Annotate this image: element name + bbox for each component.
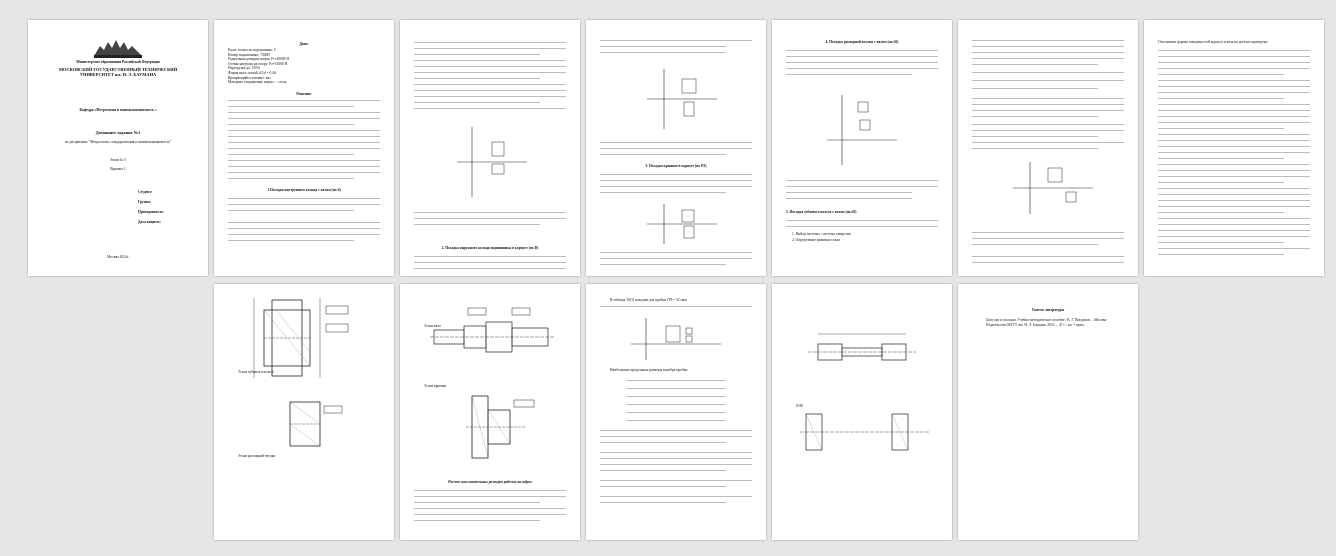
gauge-calc-heading: Расчет исполнительных размеров рабочих калибров	[448, 480, 532, 484]
page-5[interactable]	[772, 20, 952, 276]
page-4[interactable]	[586, 20, 766, 276]
city-year: Москва 2024г.	[107, 255, 129, 259]
gauge-intro: В таблице 10[1] находим для пробки IT9 = 52 мкм	[610, 298, 687, 302]
page-8[interactable]	[214, 284, 394, 540]
page-10[interactable]	[586, 284, 766, 540]
page-9[interactable]	[400, 284, 580, 540]
student-label: Студент:	[138, 190, 153, 194]
given-line: Вращающийся элемент: вал	[228, 75, 271, 80]
cap-sketch	[446, 390, 546, 464]
gear-sketch-caption: Эскиз зубчатого колеса	[238, 370, 274, 374]
page-2[interactable]	[214, 20, 394, 276]
reference-item: Допуски и посадки: Учебно-методическое пособие / К. Г. Пискунов. – Москва: Издательство МГТУ им. Н. Э. Баумана, 2021. – 47 с.: ил. + прил.	[986, 318, 1108, 327]
given-heading: Дано:	[299, 42, 309, 46]
dimension-label: Ø 80	[796, 404, 804, 408]
group-label: Группа:	[138, 200, 151, 204]
department-line: Кафедра «Метрология и взаимозаменяемость »	[79, 108, 157, 112]
note-item: 1. Выбор системы - система отверстия	[792, 232, 851, 236]
gauge-formula-heading: Наибольшие предельные размеры калибра-пробки	[610, 368, 688, 372]
teacher-label: Преподаватель:	[138, 210, 164, 214]
cap-sketch-caption: Эскиз крышки	[424, 384, 447, 388]
given-line: Перегрузка до: 150%	[228, 66, 261, 71]
given-line: Материал сопряжения: корпус – сталь	[228, 80, 287, 85]
tolerance-field-diagram	[822, 90, 902, 170]
date-label: Дата защиты:	[138, 220, 161, 224]
section-4-heading: 4. Посадка распорной втулки с валом (по d2)	[825, 40, 899, 44]
section-5-heading: 5. Посадка зубчатого колеса с валом (по d3)	[786, 210, 857, 214]
shaft-sketch-caption: Эскиз вала	[424, 324, 441, 328]
university-name: МОСКОВСКИЙ ГОСУДАРСТВЕННЫЙ ТЕХНИЧЕСКИЙ УНИВЕРСИТЕТ им. Н. Э. БАУМАНА	[58, 67, 178, 78]
shaft-sketch	[428, 306, 558, 366]
work-title: Домашнее задание №1	[95, 130, 141, 135]
page-12[interactable]	[958, 284, 1138, 540]
section-1-heading: 1.Посадка внутреннего кольца с валом (по d)	[267, 188, 341, 192]
given-line: Номер подшипника: 7306Н	[228, 52, 270, 57]
tolerance-field-diagram	[642, 64, 722, 134]
discipline-line: по дисциплине "Метрология, стандартизация и взаимозаменяемость"	[64, 140, 172, 144]
page-3[interactable]	[400, 20, 580, 276]
gauge-tolerance-diagram	[626, 314, 726, 364]
page-6[interactable]	[958, 20, 1138, 276]
tolerance-field-diagram	[642, 202, 722, 246]
gauge-ring-section	[796, 394, 936, 464]
variant-line: Вариант 1	[110, 167, 126, 171]
given-line: Класс точности подшипника: 5	[228, 48, 276, 52]
solution-heading: Решение:	[296, 92, 312, 96]
given-line: Осевая нагрузка на опору: Fa=15000 Н	[228, 61, 288, 66]
form-deviation-heading: Отклонение формы поверхностей корпуса и вала на деталях приведено	[1158, 40, 1268, 44]
gauge-plug-drawing	[788, 324, 938, 384]
gear-sketch	[244, 296, 374, 380]
given-list	[228, 48, 380, 85]
section-2-heading: 2. Посадка наружного кольца подшипника в корпусе (по D)	[441, 246, 539, 250]
tolerance-field-diagram	[1008, 158, 1098, 218]
section-3-heading: 3. Посадка крышки в корпусе (по D1)	[645, 164, 707, 168]
option-line: Эскиз № 5	[109, 158, 127, 162]
bushing-sketch	[270, 396, 350, 452]
page-cover[interactable]	[28, 20, 208, 276]
given-line: Радиальная реакция опоры: Fr=20000 Н	[228, 57, 289, 62]
university-logo	[92, 38, 144, 58]
page-11[interactable]	[772, 284, 952, 540]
given-line: Форма вала: полый, d1/d = 0,4d	[228, 70, 276, 75]
ministry-line: Министерство образования Российской Федерации	[76, 60, 160, 64]
page-7[interactable]	[1144, 20, 1324, 276]
bushing-sketch-caption: Эскиз распорной втулки	[238, 454, 276, 458]
tolerance-field-diagram	[452, 122, 532, 202]
note-item: 2. Определение значимого вала	[792, 238, 840, 242]
references-heading: Список литературы	[1031, 308, 1065, 312]
